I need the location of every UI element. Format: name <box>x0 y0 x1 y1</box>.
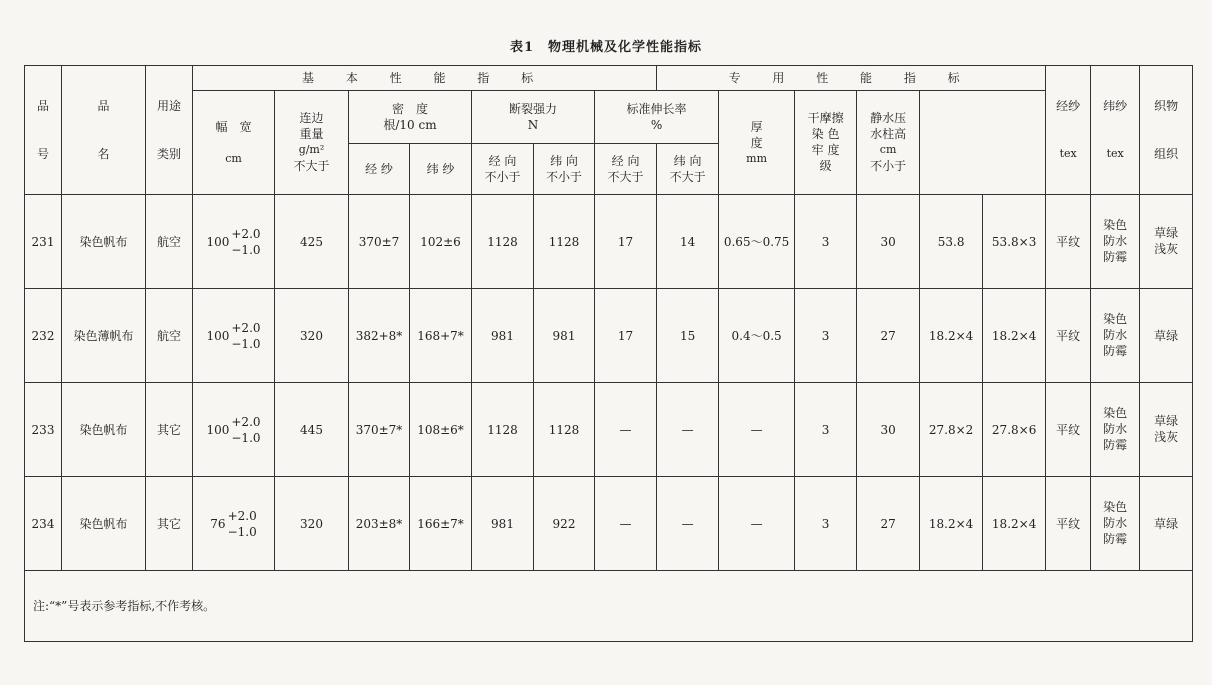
cell-use: 其它 <box>146 477 193 571</box>
header-weight: 连边 重量 g/m² 不大于 <box>275 91 349 195</box>
table-row <box>25 383 1193 477</box>
header-no: 品 号 <box>25 66 62 195</box>
cell-weft-yarn: 18.2×4 <box>983 477 1046 571</box>
table-note: 注:“*”号表示参考指标,不作考核。 <box>25 571 1193 642</box>
cell-elong-weft: — <box>657 477 719 571</box>
cell-weave: 平纹 <box>1046 383 1091 477</box>
cell-break-warp: 981 <box>472 477 534 571</box>
cell-weft-yarn: 27.8×6 <box>983 383 1046 477</box>
cell-color: 草绿 浅灰 <box>1140 195 1193 289</box>
cell-water: 27 <box>857 477 920 571</box>
spec-table <box>24 65 1193 642</box>
header-density: 密 度 根/10 cm <box>349 91 472 144</box>
header-weft-yarn: 纬纱 tex <box>1091 66 1140 195</box>
cell-density-weft: 166±7* <box>410 477 472 571</box>
header-width: 幅 宽 cm <box>193 91 275 195</box>
cell-warp-yarn: 18.2×4 <box>920 477 983 571</box>
cell-weight: 425 <box>275 195 349 289</box>
header-density-warp: 经 纱 <box>349 144 410 195</box>
header-row-mid <box>25 91 1193 144</box>
cell-density-warp: 370±7* <box>349 383 410 477</box>
cell-thickness: — <box>719 477 795 571</box>
header-group-special: 专 用 性 能 指 标 <box>657 66 1046 91</box>
header-elong-weft: 纬 向 不大于 <box>657 144 719 195</box>
cell-no: 234 <box>25 477 62 571</box>
cell-dye: 染色 防水 防霉 <box>1091 477 1140 571</box>
cell-name: 染色帆布 <box>62 477 146 571</box>
cell-thickness: — <box>719 383 795 477</box>
cell-elong-warp: — <box>595 477 657 571</box>
cell-no: 232 <box>25 289 62 383</box>
cell-weft-yarn: 53.8×3 <box>983 195 1046 289</box>
table-caption: 表1 物理机械及化学性能指标 <box>509 40 703 55</box>
header-row-top <box>25 66 1193 91</box>
cell-no: 231 <box>25 195 62 289</box>
header-weave: 织物 组织 <box>1140 66 1193 195</box>
cell-dye: 染色 防水 防霉 <box>1091 383 1140 477</box>
header-warp-yarn: 经纱 tex <box>1046 66 1091 195</box>
cell-break-weft: 981 <box>534 289 595 383</box>
header-thickness: 厚 度 mm <box>719 91 795 195</box>
header-break-strength: 断裂强力 N <box>472 91 595 144</box>
cell-weave: 平纹 <box>1046 289 1091 383</box>
cell-use: 其它 <box>146 383 193 477</box>
cell-color: 草绿 <box>1140 289 1193 383</box>
cell-rub: 3 <box>795 195 857 289</box>
cell-weight: 445 <box>275 383 349 477</box>
cell-rub: 3 <box>795 477 857 571</box>
cell-width: 100 +2.0 −1.0 <box>193 195 275 289</box>
cell-elong-weft: 14 <box>657 195 719 289</box>
cell-water: 27 <box>857 289 920 383</box>
cell-use: 航空 <box>146 289 193 383</box>
cell-break-warp: 1128 <box>472 383 534 477</box>
cell-break-warp: 981 <box>472 289 534 383</box>
note-row <box>25 571 1193 642</box>
cell-width: 76 +2.0 −1.0 <box>193 477 275 571</box>
cell-density-weft: 108±6* <box>410 383 472 477</box>
cell-name: 染色帆布 <box>62 195 146 289</box>
header-water-pressure: 静水压 水柱高 cm 不小于 <box>857 91 920 195</box>
cell-thickness: 0.65～0.75 <box>719 195 795 289</box>
cell-elong-warp: 17 <box>595 195 657 289</box>
cell-thickness: 0.4～0.5 <box>719 289 795 383</box>
cell-warp-yarn: 27.8×2 <box>920 383 983 477</box>
cell-name: 染色帆布 <box>62 383 146 477</box>
table-row <box>25 289 1193 383</box>
header-elongation: 标准伸长率 % <box>595 91 719 144</box>
cell-width: 100 +2.0 −1.0 <box>193 383 275 477</box>
cell-break-weft: 1128 <box>534 195 595 289</box>
cell-density-warp: 382+8* <box>349 289 410 383</box>
table-row <box>25 477 1193 571</box>
cell-water: 30 <box>857 383 920 477</box>
cell-elong-weft: — <box>657 383 719 477</box>
header-use: 用途 类别 <box>146 66 193 195</box>
table-row <box>25 195 1193 289</box>
cell-use: 航空 <box>146 195 193 289</box>
cell-density-weft: 102±6 <box>410 195 472 289</box>
cell-elong-warp: — <box>595 383 657 477</box>
header-rub-fastness: 干摩擦 染 色 牢 度 级 <box>795 91 857 195</box>
cell-warp-yarn: 18.2×4 <box>920 289 983 383</box>
header-density-weft: 纬 纱 <box>410 144 472 195</box>
cell-dye: 染色 防水 防霉 <box>1091 289 1140 383</box>
cell-break-warp: 1128 <box>472 195 534 289</box>
cell-dye: 染色 防水 防霉 <box>1091 195 1140 289</box>
header-group-basic: 基 本 性 能 指 标 <box>193 66 657 91</box>
header-elong-warp: 经 向 不大于 <box>595 144 657 195</box>
cell-rub: 3 <box>795 383 857 477</box>
cell-color: 草绿 <box>1140 477 1193 571</box>
cell-density-weft: 168+7* <box>410 289 472 383</box>
cell-warp-yarn: 53.8 <box>920 195 983 289</box>
cell-density-warp: 203±8* <box>349 477 410 571</box>
cell-weight: 320 <box>275 477 349 571</box>
cell-weave: 平纹 <box>1046 477 1091 571</box>
cell-water: 30 <box>857 195 920 289</box>
cell-density-warp: 370±7 <box>349 195 410 289</box>
cell-weave: 平纹 <box>1046 195 1091 289</box>
cell-elong-weft: 15 <box>657 289 719 383</box>
cell-elong-warp: 17 <box>595 289 657 383</box>
cell-no: 233 <box>25 383 62 477</box>
cell-rub: 3 <box>795 289 857 383</box>
cell-weight: 320 <box>275 289 349 383</box>
cell-width: 100 +2.0 −1.0 <box>193 289 275 383</box>
cell-break-weft: 922 <box>534 477 595 571</box>
header-break-weft: 纬 向 不小于 <box>534 144 595 195</box>
cell-name: 染色薄帆布 <box>62 289 146 383</box>
header-break-warp: 经 向 不小于 <box>472 144 534 195</box>
cell-break-weft: 1128 <box>534 383 595 477</box>
header-name: 品 名 <box>62 66 146 195</box>
cell-weft-yarn: 18.2×4 <box>983 289 1046 383</box>
cell-color: 草绿 浅灰 <box>1140 383 1193 477</box>
